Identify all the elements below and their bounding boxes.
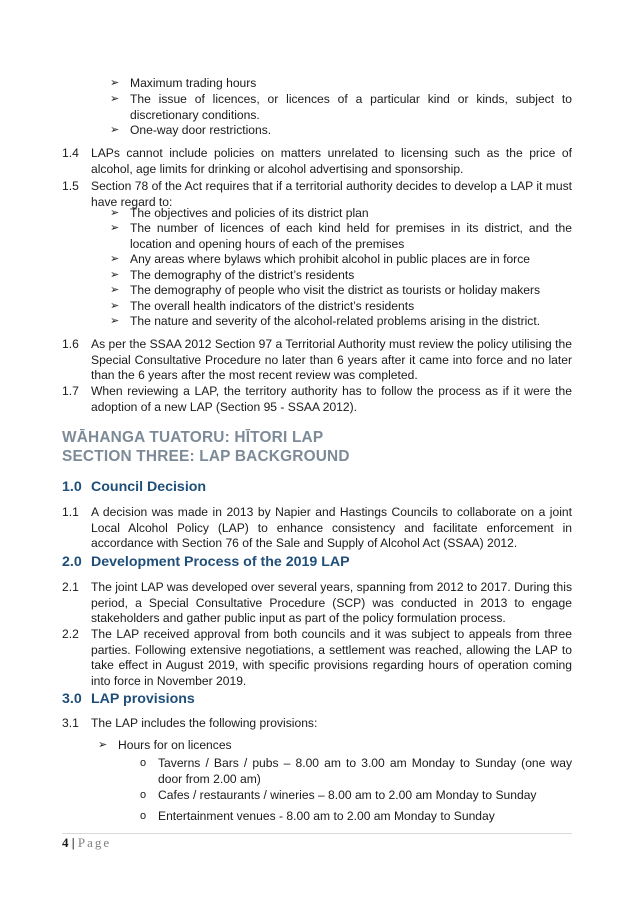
paragraph: LAPs cannot include policies on matters unrelated to licensing such as the price of alcohol, age limits for drinking or alcohol advertising and sponsorship. xyxy=(91,146,572,176)
item-number: 3.1 xyxy=(62,716,79,730)
circle-bullet-icon: o xyxy=(140,757,147,769)
section-title-maori: WĀHANGA TUATORU: HĪTORI LAP xyxy=(62,429,324,446)
arrow-bullet-icon: ➢ xyxy=(110,253,120,265)
item-number: 1.6 xyxy=(62,337,79,351)
item-number: 1.7 xyxy=(62,384,79,398)
heading-text: Council Decision xyxy=(91,479,207,495)
page-number: 4 xyxy=(62,835,69,850)
paragraph: When reviewing a LAP, the territory authority has to follow the process as if it were the adoption of a new LAP (Section 95 - SSAA 2012). xyxy=(91,384,572,414)
heading-number: 1.0 xyxy=(62,479,82,495)
arrow-bullet-icon: ➢ xyxy=(110,300,120,312)
heading-text: Development Process of the 2019 LAP xyxy=(91,554,350,570)
list-item: Entertainment venues - 8.00 am to 2.00 am Monday to Sunday xyxy=(158,809,495,823)
paragraph: The joint LAP was developed over several years, spanning from 2012 to 2017. During this period, a Special Consultative Procedure (SCP) was conducted in 2013 to engage stakeholders and gather public input as part of the policy formulation process. xyxy=(91,580,572,625)
page-label: Page xyxy=(77,835,112,850)
arrow-bullet-icon: ➢ xyxy=(110,315,120,327)
list-item: The nature and severity of the alcohol-related problems arising in the district. xyxy=(130,314,541,328)
list-item: Taverns / Bars / pubs – 8.00 am to 3.00 am Monday to Sunday (one way door from 2.00 am) xyxy=(158,756,572,786)
paragraph: A decision was made in 2013 by Napier and Hastings Councils to collaborate on a joint Local Alcohol Policy (LAP) to enhance consistency and facilitate enforcement in accordance with Section 76 of the Sale and Supply of Alcohol Act (SSAA) 2012. xyxy=(91,505,572,550)
page-footer xyxy=(62,835,111,851)
arrow-bullet-icon: ➢ xyxy=(110,284,120,296)
paragraph: Section 78 of the Act requires that if a territorial authority decides to develop a LAP it must have regard to: xyxy=(91,179,572,209)
list-item: The overall health indicators of the district’s residents xyxy=(130,299,415,313)
arrow-bullet-icon: ➢ xyxy=(110,207,120,219)
list-item: Cafes / restaurants / wineries – 8.00 am to 2.00 am Monday to Sunday xyxy=(158,788,537,802)
list-item: The demography of the district’s residents xyxy=(130,268,355,282)
heading-number: 3.0 xyxy=(62,691,82,707)
arrow-bullet-icon: ➢ xyxy=(110,222,120,234)
list-item: One-way door restrictions. xyxy=(130,123,272,137)
item-number: 1.1 xyxy=(62,505,79,519)
item-number: 1.4 xyxy=(62,146,79,160)
arrow-bullet-icon: ➢ xyxy=(110,93,120,105)
heading-text: LAP provisions xyxy=(91,691,195,707)
footer-separator: | xyxy=(68,835,78,850)
section-title-english: SECTION THREE: LAP BACKGROUND xyxy=(62,448,350,465)
list-item: The issue of licences, or licences of a particular kind or kinds, subject to discretionary conditions. xyxy=(130,92,572,122)
list-item: Maximum trading hours xyxy=(130,76,257,90)
heading-lap-provisions xyxy=(62,691,195,707)
list-item: The demography of people who visit the district as tourists or holiday makers xyxy=(130,283,541,297)
paragraph: The LAP includes the following provisions: xyxy=(91,716,318,730)
list-item: Any areas where bylaws which prohibit alcohol in public places are in force xyxy=(130,252,530,266)
paragraph: The LAP received approval from both councils and it was subject to appeals from three parties. Following extensive negotiations, a settlement was reached, allowing the LAP to take effect in August 2019, with specific provisions regarding hours of operation coming into force in November 2019. xyxy=(91,627,572,688)
list-item: The objectives and policies of its district plan xyxy=(130,206,369,220)
item-number: 2.2 xyxy=(62,627,79,641)
arrow-bullet-icon: ➢ xyxy=(110,124,120,136)
arrow-bullet-icon: ➢ xyxy=(110,269,120,281)
heading-number: 2.0 xyxy=(62,554,82,570)
arrow-bullet-icon: ➢ xyxy=(98,739,108,751)
circle-bullet-icon: o xyxy=(140,789,147,801)
heading-development-process xyxy=(62,554,350,570)
footer-divider xyxy=(62,833,572,834)
item-number: 1.5 xyxy=(62,179,79,193)
list-item: Hours for on licences xyxy=(118,738,232,752)
heading-council-decision xyxy=(62,479,206,495)
paragraph: As per the SSAA 2012 Section 97 a Territorial Authority must review the policy utilising the Special Consultative Procedure no later than 6 years after it came into force and no later than the 6 years after the most recent review was completed. xyxy=(91,337,572,382)
arrow-bullet-icon: ➢ xyxy=(110,77,120,89)
circle-bullet-icon: o xyxy=(140,810,147,822)
list-item: The number of licences of each kind held for premises in its district, and the location and opening hours of each of the premises xyxy=(130,221,572,251)
item-number: 2.1 xyxy=(62,580,79,594)
